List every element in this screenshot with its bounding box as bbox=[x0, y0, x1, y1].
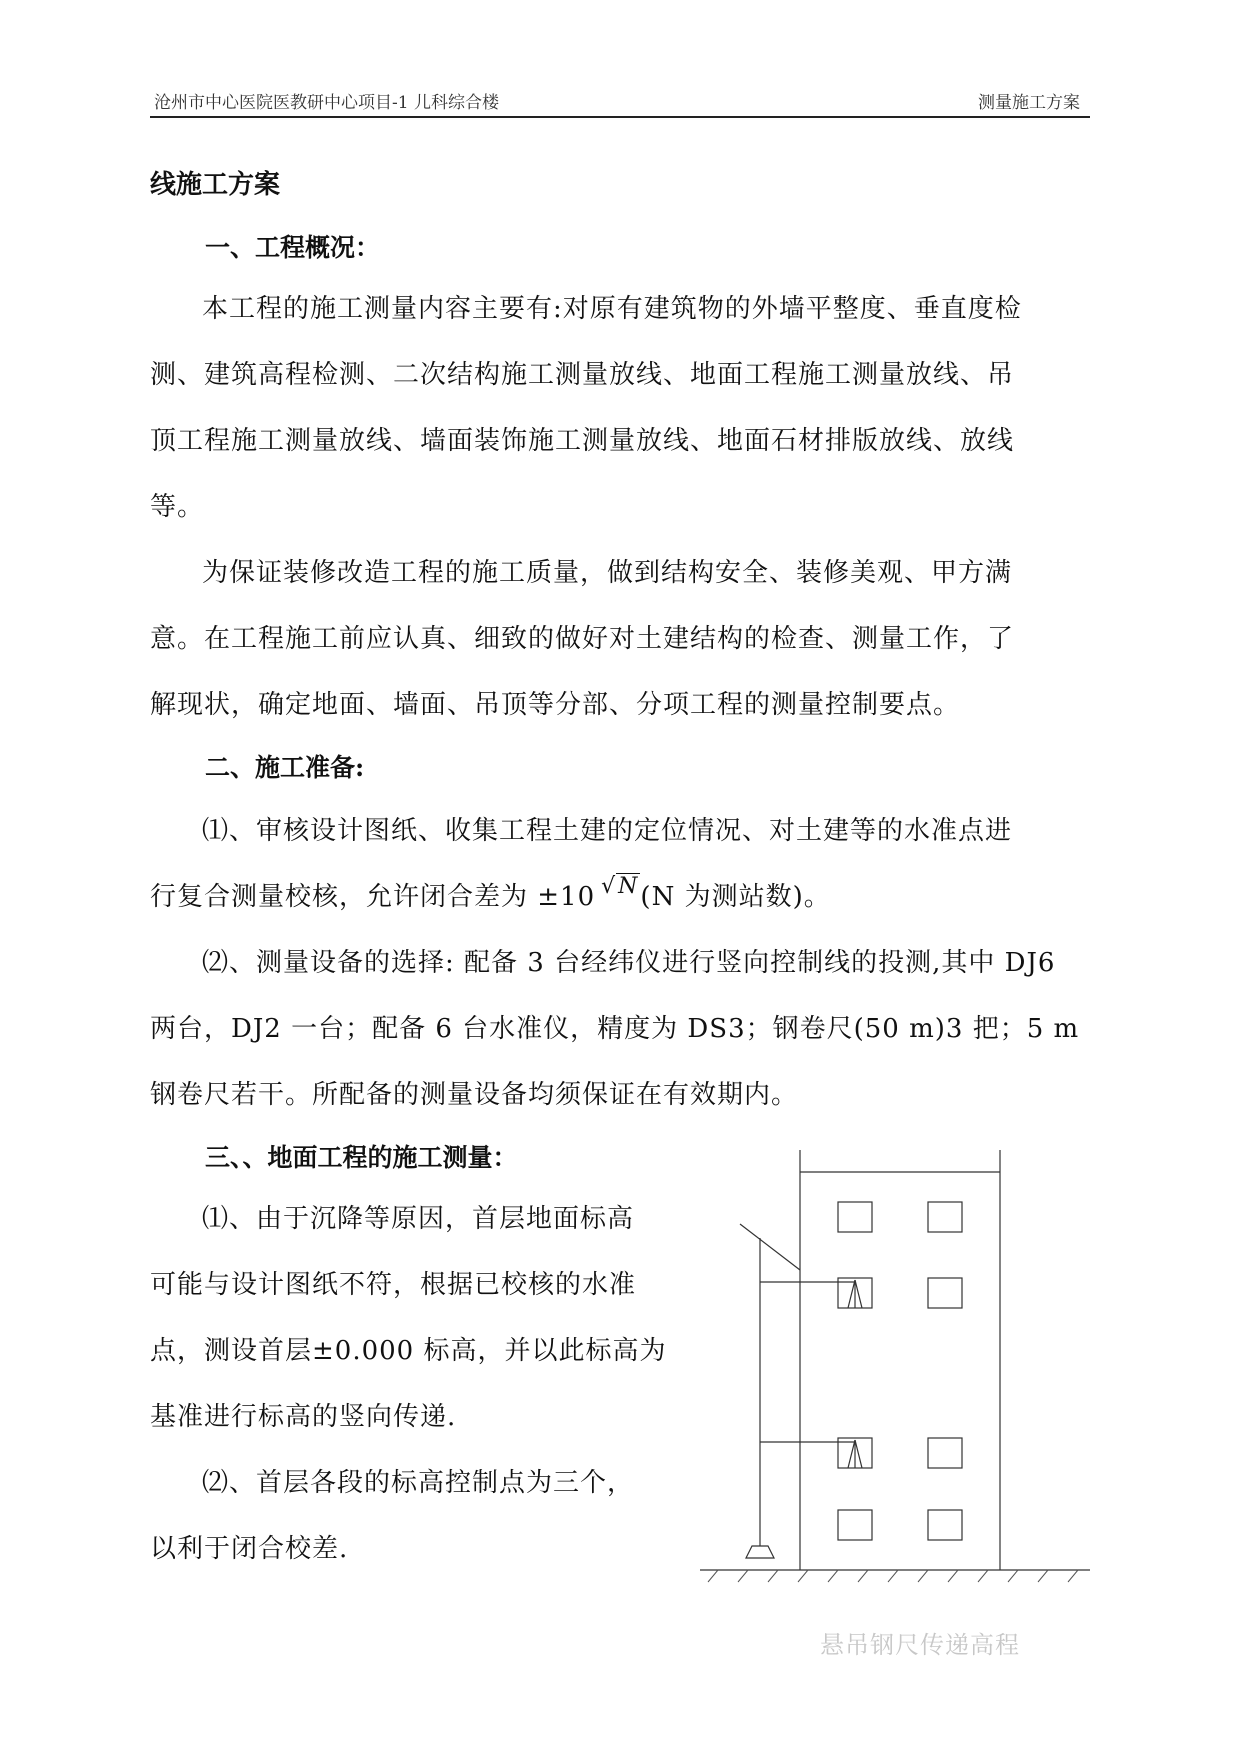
section-1-paragraph-1 bbox=[150, 276, 1022, 540]
sqrt-symbol: √N bbox=[601, 874, 639, 899]
text-line: 等。 bbox=[150, 492, 205, 522]
header-doc-type: 测量施工方案 bbox=[978, 93, 1080, 113]
figure-caption: 悬吊钢尺传递高程 bbox=[820, 1631, 1020, 1659]
text-line: 顶工程施工测量放线、墙面装饰施工测量放线、地面石材排版放线、放线 bbox=[150, 426, 1015, 456]
text-line: ⑴、审核设计图纸、收集工程土建的定位情况、对土建等的水准点进 bbox=[202, 816, 1013, 846]
page-header bbox=[150, 86, 1090, 118]
section-3-item-1 bbox=[150, 1186, 666, 1450]
text-line: ⑵、首层各段的标高控制点为三个， bbox=[202, 1468, 635, 1498]
text-line: ⑵、测量设备的选择: 配备 3 台经纬仪进行竖向控制线的投测,其中 DJ6 bbox=[202, 948, 1056, 978]
header-project-name: 沧州市中心医院医教研中心项目-1 儿科综合楼 bbox=[154, 93, 499, 113]
formula-prefix: 行复合测量校核，允许闭合差为 ±10 bbox=[150, 882, 596, 912]
text-line-with-formula bbox=[150, 864, 1012, 932]
section-3-heading: 三、、地面工程的施工测量： bbox=[205, 1143, 518, 1172]
text-line: ⑴、由于沉降等原因，首层地面标高 bbox=[202, 1204, 635, 1234]
text-line: 可能与设计图纸不符，根据已校核的水准 bbox=[150, 1270, 637, 1300]
text-line: 意。在工程施工前应认真、细致的做好对土建结构的检查、测量工作，了 bbox=[150, 624, 1015, 654]
text-line: 点，测设首层±0.000 标高，并以此标高为 bbox=[150, 1336, 667, 1366]
formula-suffix: (N 为测站数)。 bbox=[640, 882, 831, 912]
text-line: 为保证装修改造工程的施工质量，做到结构安全、装修美观、甲方满 bbox=[202, 558, 1013, 588]
section-2-item-1 bbox=[150, 798, 1012, 932]
text-line: 钢卷尺若干。所配备的测量设备均须保证在有效期内。 bbox=[150, 1080, 799, 1110]
elevation-transfer-diagram bbox=[690, 1150, 1140, 1670]
section-3-item-2 bbox=[150, 1450, 634, 1582]
text-line: 两台，DJ2 一台；配备 6 台水准仪，精度为 DS3；钢卷尺(50 m)3 把；5 m bbox=[150, 1014, 1080, 1044]
section-2-heading: 二、施工准备: bbox=[205, 753, 365, 782]
section-2-item-2 bbox=[150, 930, 1079, 1128]
text-line: 测、建筑高程检测、二次结构施工测量放线、地面工程施工测量放线、吊 bbox=[150, 360, 1015, 390]
text-line: 基准进行标高的竖向传递. bbox=[150, 1402, 457, 1432]
text-line: 解现状，确定地面、墙面、吊顶等分部、分项工程的测量控制要点。 bbox=[150, 690, 961, 720]
text-line: 以利于闭合校差. bbox=[150, 1534, 349, 1564]
document-title: 线施工方案 bbox=[150, 170, 281, 200]
text-line: 本工程的施工测量内容主要有:对原有建筑物的外墙平整度、垂直度检 bbox=[202, 294, 1022, 324]
sqrt-radicand: N bbox=[618, 874, 639, 899]
section-1-heading: 一、工程概况： bbox=[205, 233, 381, 262]
section-1-paragraph-2 bbox=[150, 540, 1014, 738]
